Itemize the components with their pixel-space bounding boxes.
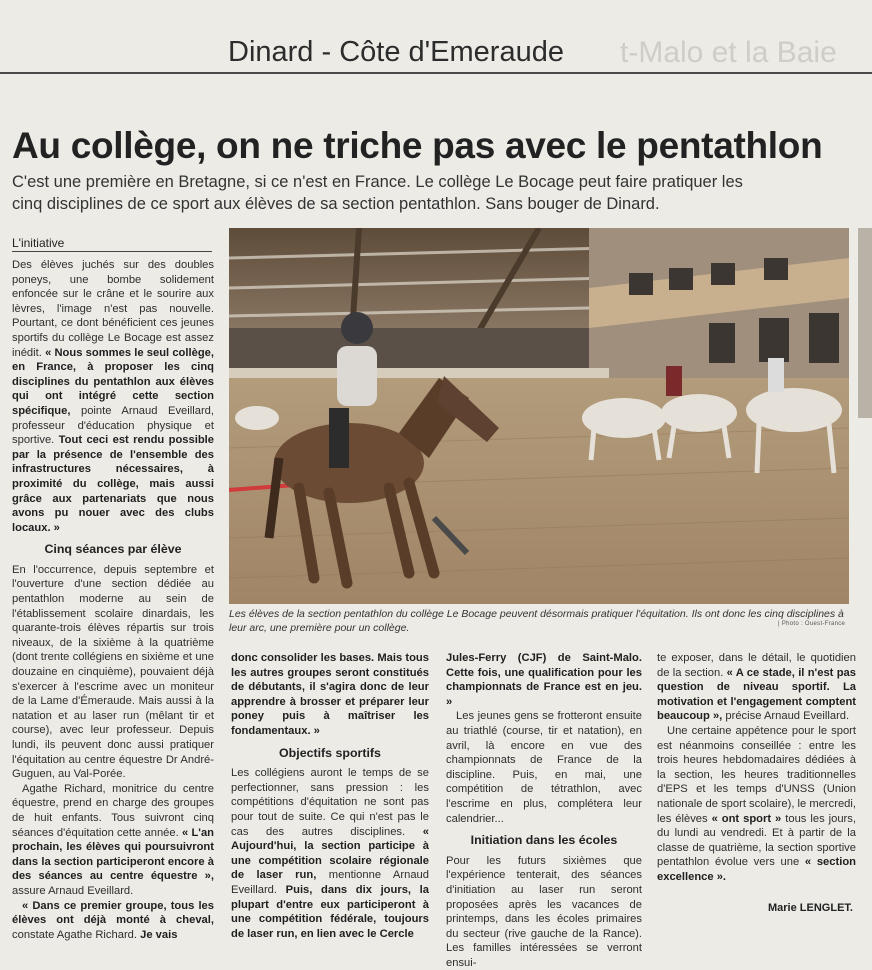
article-kicker: L'initiative [12,236,65,250]
quote-run: Puis, dans dix jours, la plupart d'entre eux participeront à une compétition fédérale, toujours de laser run, en lien avec le Cercle [231,883,430,940]
quote-run: Jules-Ferry (CJF) de Saint-Malo. Cette fois, une qualification pour les championnats de France est en jeu. » [446,652,642,708]
subhead-objectifs: Objectifs sportifs [279,745,381,760]
text-run: Une certaine appétence pour le sport est néanmoins conseillée : entre les trois heures hebdomadaires dédiées à la section, les heures traditionnelles d'EPS et les temps d'UNSS (Union nationale de sport scolaire), le mercredi, les élèves [657,724,856,825]
text-run: te exposer, dans le détail, le quotidien de la section. [657,652,856,679]
paragraph-body [657,724,856,885]
photo-credit: | Photo : Ouest-France [778,621,846,627]
text-run: pointe Arnaud Eveillard, professeur d'éducation physique et sportive. [12,404,214,447]
photo-caption: Les élèves de la section pentathlon du collège Le Bocage peuvent désormais pratiquer l'équitation. Ils ont donc les cinq disciplines à leur arc, une première pour un collège. [229,608,844,634]
article-deck: C'est une première en Bretagne, si ce n'est en France. Le collège Le Bocage peut faire pratiquer les cinq disciplines de ce sport aux élèves de sa section pentathlon. Sans bouger de Dinard. [12,173,743,213]
quote-run: « L'an prochain, les élèves qui poursuivront dans la section participeront encore à des séances au centre équestre », [12,826,214,883]
quote-run: « Aujourd'hui, la section participe à une compétition scolaire régionale de laser run, [231,825,429,882]
text-run: Des élèves juchés sur des doubles poneys, une bombe solidement enfoncée sur le crâne et le sourire aux lèvres, l'image n'est pas nouvelle. Pourtant, ce dont bénéficient ces jeunes sportifs du collège Le Bocage est assez inédit. [12,259,214,359]
quote-run: Tout ceci est rendu possible par la présence de l'ensemble des infrastructures nécessaires, à proximité du collège, mais aussi grâce aux partenariats que nous avons pu nouer avec des clubs locaux. » [12,434,215,534]
header-divider [0,72,872,74]
paragraph-body [231,766,429,941]
subhead-initiation: Initiation dans les écoles [470,833,618,848]
quote-run: « A ce stade, il n'est pas question de niveau sportif. La motivation et l'engagement comptent beaucoup », [657,666,856,723]
quote-run: « ont sport » [711,812,782,825]
paragraph-body [12,782,214,899]
text-run: mentionne Arnaud Eveillard. [231,869,430,896]
text-run: Agathe Richard, monitrice du centre équestre, prend en charge des groupes de huit enfants. Tous suivront cinq séances d'équitation cette année. [12,782,214,839]
quote-run: Je vais [140,928,178,941]
paragraph-body: En l'occurrence, depuis septembre et l'ouverture d'une section dédiée au pentathlon moderne au sein de l'établissement scolaire dinardais, les quarante-trois élèves répartis sur trois niveaux, de la sixième à la quatrième (dont trente collégiens en sixième et une douzaine en cinquième), pouvaient déjà s'exercer à l'escrime avec un moniteur de la Lame d'Émeraude. Mais aussi à la natation et au laser run (mêlant tir et course), avec leur professeur. Depuis lundi, ils peuvent donc aussi pratiquer l'équitation au centre équestre Dr André-Guguen, au Val-Porée. [12,563,214,781]
kicker-underline [12,251,212,252]
quote-run: donc consolider les bases. Mais tous les autres groupes seront constitués de débutants, il s'agira donc de leur apprendre à brosser et préparer leur poney puis à maîtriser les fondamentaux. » [231,652,429,737]
article-photo [229,228,849,604]
text-run: précise Arnaud Eveillard. [722,710,850,723]
text-run: tous les jours, du lundi au vendredi. Et à partir de la classe de quatrième, la section sportive pentathlon évolue vers une [657,812,856,869]
article-column-2 [231,651,429,941]
text-run: assure Arnaud Eveillard. [12,884,134,897]
paragraph-body [657,651,856,724]
paragraph-body: Pour les futurs sixièmes que l'expérience tenterait, des séances d'initiation au laser run seront proposées après les vacances de printemps, dans les écoles primaires du secteur (rive gauche de la Rance). Les familles intéressées se verront ensui- [446,854,642,969]
quote-run: « Nous sommes le seul collège, en France, à proposer les cinq disciplines du pentathlon aux élèves qui ont intégré cette section spécifique, [12,346,214,417]
paragraph-body [446,651,642,709]
article-column-3 [446,651,642,970]
text-run: constate Agathe Richard. [12,928,141,941]
subhead-cinq-seances: Cinq séances par élève [44,542,182,557]
article-headline: Au collège, on ne triche pas avec le pentathlon [12,125,823,166]
section-title: Dinard - Côte d'Emeraude [228,36,564,68]
riding-arena-illustration [229,228,849,604]
text-run: Les collégiens auront le temps de se perfectionner, sans pression : les compétitions d'équitation ne sont pas pour tout de suite. Ce qui n'est pas le cas des autres disciplines. [231,767,429,838]
paragraph-body: Les jeunes gens se frotteront ensuite au triathlé (course, tir et natation), en avril, là encore en vue des championnats de France de la discipline. Puis, en mai, une compétition de tétrathlon, avec l'escrime en plus, complétera leur calendrier... [446,710,642,825]
ghost-neighbor-headline: t-Malo et la Baie [620,36,837,69]
article-column-1 [12,258,214,942]
quote-run: « section excellence ». [657,856,856,883]
article-column-4 [657,651,856,885]
paragraph-intro [12,258,214,535]
quote-run: « Dans ce premier groupe, tous les élèves ont déjà monté à cheval, [12,899,214,927]
paragraph-body [12,899,214,943]
article-byline: Marie LENGLET. [768,902,853,914]
paragraph-body [231,651,429,739]
adjacent-photo-edge [858,228,872,418]
